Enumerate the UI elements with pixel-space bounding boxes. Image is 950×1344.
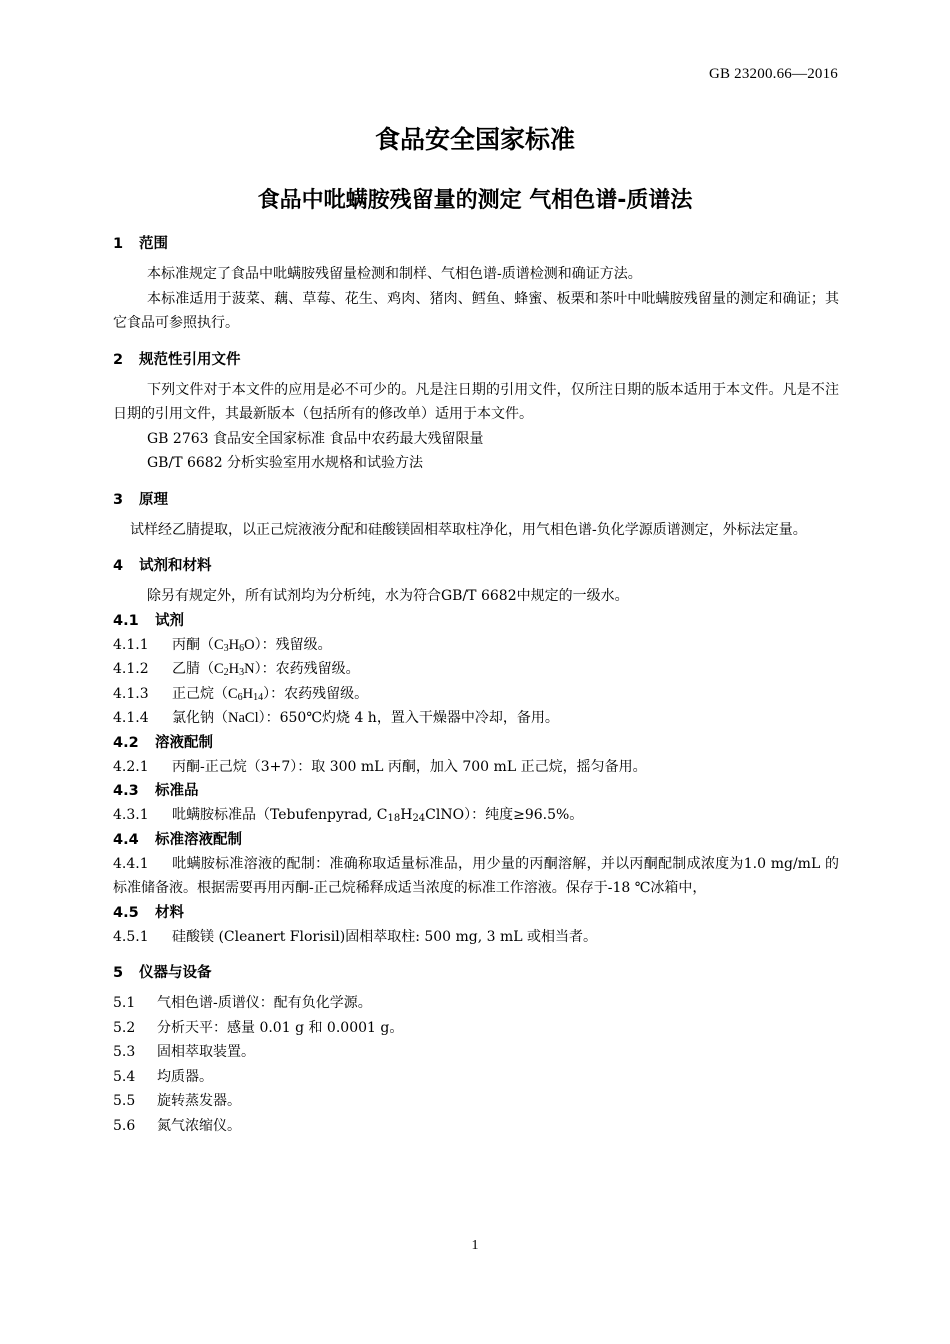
section-number: 3 bbox=[113, 491, 124, 508]
item-number: 5.4 bbox=[113, 1068, 136, 1085]
section-number: 1 bbox=[113, 236, 124, 252]
reagent-item-acetone bbox=[113, 633, 839, 658]
chemical-formula bbox=[214, 661, 255, 677]
formula-subscript: 14 bbox=[253, 691, 264, 703]
reference-item: GB 2763 食品安全国家标准 食品中农药最大残留限量 bbox=[147, 430, 484, 447]
section-heading-reagents bbox=[113, 554, 839, 578]
item-number: 4.1.1 bbox=[113, 636, 149, 653]
section-number: 5 bbox=[113, 965, 124, 981]
material-item bbox=[113, 925, 839, 950]
section-title: 原理 bbox=[139, 491, 168, 508]
formula-subscript: 2 bbox=[223, 667, 229, 678]
section-title: 范围 bbox=[139, 236, 168, 252]
document-body bbox=[113, 232, 839, 1138]
item-number: 4.1.2 bbox=[113, 661, 149, 677]
item-number: 5.2 bbox=[113, 1019, 136, 1036]
item-text: 乙腈（ bbox=[172, 661, 214, 677]
item-text: 吡螨胺标准品（Tebufenpyrad, C bbox=[172, 807, 388, 823]
subsection-heading-standards bbox=[113, 779, 839, 803]
item-text: ）：残留级。 bbox=[254, 636, 332, 653]
subsection-number: 4.4 bbox=[113, 831, 139, 848]
item-text: 气相色谱-质谱仪：配有负化学源。 bbox=[157, 995, 372, 1011]
formula-part: C bbox=[228, 685, 238, 702]
formula-part: H bbox=[228, 661, 240, 677]
formula-part: N bbox=[244, 661, 255, 677]
section-title: 仪器与设备 bbox=[139, 965, 212, 981]
subsection-heading-materials bbox=[113, 901, 839, 925]
subsection-heading-solutions bbox=[113, 731, 839, 755]
reference-item: GB/T 6682 分析实验室用水规格和试验方法 bbox=[147, 455, 424, 471]
solution-item bbox=[113, 755, 839, 780]
item-number: 4.3.1 bbox=[113, 807, 149, 823]
item-text: 旋转蒸发器。 bbox=[157, 1093, 241, 1109]
subsection-number: 4.5 bbox=[113, 904, 139, 921]
item-text: ）：650℃灼烧 4 h，置入干燥器中冷却，备用。 bbox=[258, 710, 559, 726]
reagent-item-acetonitrile bbox=[113, 657, 839, 682]
paragraph: 下列文件对于本文件的应用是必不可少的。凡是注日期的引用文件，仅所注日期的版本适用于本文件。凡是不注日期的引用文件，其最新版本（包括所有的修改单）适用于本文件。 bbox=[113, 381, 839, 422]
item-number: 5.3 bbox=[113, 1044, 136, 1060]
item-text: ClNO）：纯度≥96.5%。 bbox=[425, 807, 584, 823]
item-text: 固相萃取装置。 bbox=[157, 1044, 255, 1060]
item-text: 丙酮（ bbox=[172, 636, 214, 653]
formula-subscript: 24 bbox=[412, 813, 426, 824]
subsection-title: 试剂 bbox=[155, 612, 184, 629]
subsection-number: 4.3 bbox=[113, 783, 139, 799]
paragraph: 本标准规定了食品中吡螨胺残留量检测和制样、气相色谱-质谱检测和确证方法。 bbox=[147, 266, 642, 282]
chemical-formula: NaCl bbox=[228, 710, 259, 726]
apparatus-item bbox=[113, 1114, 839, 1139]
subsection-number: 4.1 bbox=[113, 612, 139, 629]
formula-subscript: 6 bbox=[237, 691, 243, 703]
apparatus-item bbox=[113, 991, 839, 1016]
section-heading-scope bbox=[113, 232, 839, 256]
subsection-title: 溶液配制 bbox=[155, 734, 213, 751]
apparatus-item bbox=[113, 1040, 839, 1065]
item-number: 5.5 bbox=[113, 1093, 136, 1109]
item-text: 正己烷（ bbox=[172, 685, 228, 702]
reagent-item-sodium-chloride bbox=[113, 706, 839, 731]
formula-subscript: 18 bbox=[387, 813, 401, 824]
standard-solution-item bbox=[113, 852, 839, 901]
sub-title: 食品中吡螨胺残留量的测定 气相色谱-质谱法 bbox=[257, 188, 693, 213]
section-number: 2 bbox=[113, 351, 124, 368]
formula-part: H bbox=[400, 807, 413, 823]
paragraph: 试样经乙腈提取，以正己烷液液分配和硅酸镁固相萃取柱净化，用气相色谱-负化学源质谱测定，外标法定量。 bbox=[130, 521, 807, 538]
section-title: 试剂和材料 bbox=[139, 558, 212, 574]
item-text: ）：农药残留级。 bbox=[263, 685, 369, 702]
page-number: 1 bbox=[471, 1238, 479, 1253]
item-text: 丙酮-正己烷（3+7）：取 300 mL 丙酮，加入 700 mL 正己烷，摇匀备用。 bbox=[172, 758, 647, 775]
formula-subscript: 3 bbox=[239, 667, 245, 678]
chemical-formula bbox=[228, 686, 263, 702]
paragraph: 本标准适用于菠菜、藕、草莓、花生、鸡肉、猪肉、鳕鱼、蜂蜜、板栗和茶叶中吡螨胺残留量的测定和确证；其它食品可参照执行。 bbox=[113, 290, 839, 331]
apparatus-item bbox=[113, 1065, 839, 1090]
subsection-title: 材料 bbox=[155, 904, 184, 921]
item-text: 分析天平：感量 0.01 g 和 0.0001 g。 bbox=[157, 1019, 404, 1036]
apparatus-item bbox=[113, 1016, 839, 1041]
item-number: 5.6 bbox=[113, 1117, 136, 1134]
section-number: 4 bbox=[113, 558, 124, 574]
section-heading-apparatus bbox=[113, 961, 839, 985]
item-text: 吡螨胺标准溶液的配制：准确称取适量标准品，用少量的丙酮溶解，并以丙酮配制成浓度为1.0 mg/mL 的标准储备液。根据需要再用丙酮-正己烷稀释成适当浓度的标准工作溶液。保存于-18 ℃冰箱中， bbox=[113, 855, 839, 896]
item-number: 4.2.1 bbox=[113, 758, 149, 775]
subsection-title: 标准品 bbox=[155, 783, 199, 799]
subsection-title: 标准溶液配制 bbox=[155, 831, 242, 848]
subsection-heading-standard-solutions bbox=[113, 828, 839, 852]
reagent-item-hexane bbox=[113, 682, 839, 707]
standard-item bbox=[113, 803, 839, 828]
standard-number: GB 23200.66—2016 bbox=[708, 66, 838, 82]
item-text: 均质器。 bbox=[157, 1068, 213, 1085]
chemical-formula bbox=[214, 637, 255, 653]
apparatus-item bbox=[113, 1089, 839, 1114]
formula-part: H bbox=[242, 685, 254, 702]
item-number: 4.1.4 bbox=[113, 710, 149, 726]
paragraph: 除另有规定外，所有试剂均为分析纯，水为符合GB/T 6682中规定的一级水。 bbox=[147, 588, 629, 604]
item-number: 4.5.1 bbox=[113, 928, 149, 945]
formula-subscript: 6 bbox=[239, 642, 245, 654]
formula-part: C bbox=[214, 636, 224, 653]
item-text: 硅酸镁 (Cleanert Florisil)固相萃取柱: 500 mg, 3 mL 或相当者。 bbox=[172, 928, 598, 945]
subsection-number: 4.2 bbox=[113, 734, 139, 751]
main-title: 食品安全国家标准 bbox=[374, 125, 575, 154]
item-text: ）：农药残留级。 bbox=[254, 661, 360, 677]
subsection-heading-reagents bbox=[113, 609, 839, 633]
formula-part: H bbox=[228, 636, 240, 653]
formula-part: C bbox=[214, 661, 224, 677]
item-number: 5.1 bbox=[113, 995, 136, 1011]
section-heading-principle bbox=[113, 488, 839, 512]
item-text: 氯化钠（ bbox=[172, 710, 228, 726]
section-title: 规范性引用文件 bbox=[139, 351, 241, 368]
formula-subscript: 3 bbox=[223, 642, 229, 654]
section-heading-normative-references bbox=[113, 348, 839, 372]
item-number: 4.1.3 bbox=[113, 685, 149, 702]
item-number: 4.4.1 bbox=[113, 855, 149, 872]
formula-part: O bbox=[244, 636, 255, 653]
item-text: 氮气浓缩仪。 bbox=[157, 1117, 241, 1134]
